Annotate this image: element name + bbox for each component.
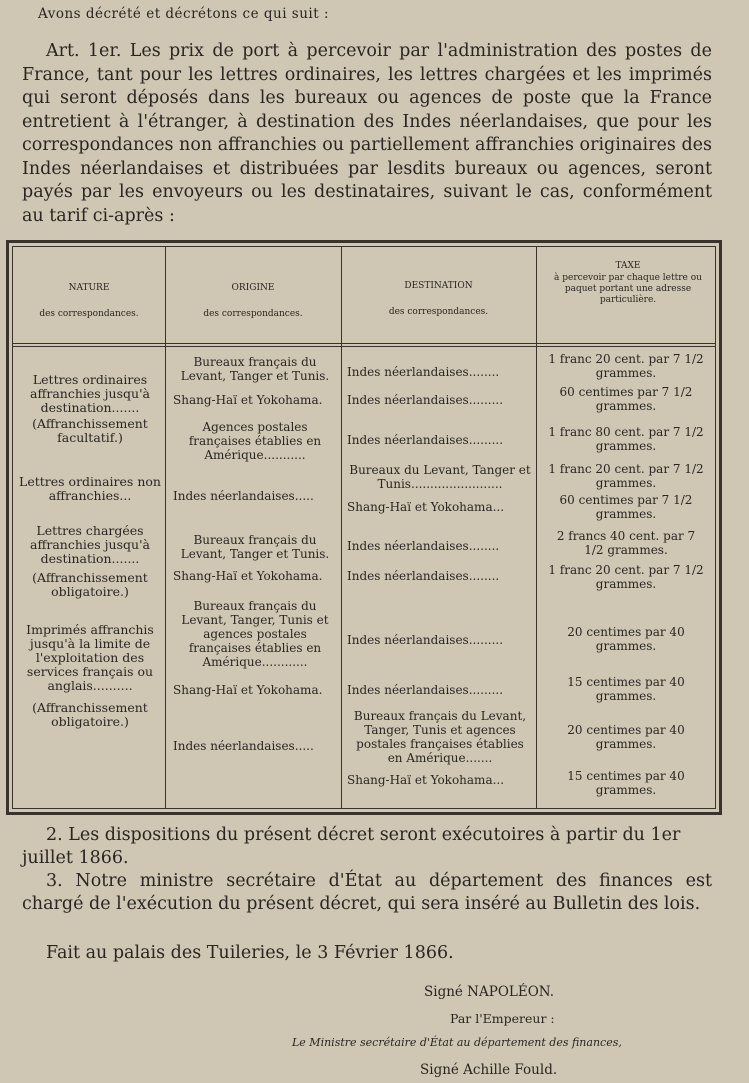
- row4-destination-4: Shang-Haï et Yokohama...: [347, 773, 505, 787]
- article-3: 3. Notre ministre secrétaire d'État au département des finances est chargé de l'exécution du présent décret, qui sera inséré au Bulletin des lois.: [22, 871, 712, 914]
- ministre-title: Le Ministre secrétaire d'État au département des finances,: [292, 1036, 622, 1049]
- row3-destination-2: Indes néerlandaises........: [347, 569, 500, 583]
- row4-nature: Imprimés affranchis jusqu'à la limite de l'exploitation des services français ou anglais..........: [26, 622, 154, 693]
- row3-origine-1: Bureaux français du Levant, Tanger et Tunis.: [180, 533, 330, 561]
- row1-origine-2: Shang-Haï et Yokohama.: [173, 393, 323, 407]
- article-1-label: Art. 1er.: [46, 41, 122, 61]
- decree-intro: Avons décrété et décrétons ce qui suit :: [38, 6, 330, 22]
- row4-origine-3: Indes néerlandaises.....: [173, 739, 314, 753]
- article-2: 2. Les dispositions du présent décret seront exécutoires à partir du 1er juillet 1866.: [22, 825, 681, 868]
- row1-nature-note: (Affranchissement facultatif.): [32, 416, 148, 445]
- row1-origine-3: Agences postales françaises établies en Amérique...........: [188, 420, 322, 462]
- row4-origine-1: Bureaux français du Levant, Tanger, Tunis et agences postales françaises établies en Amérique............: [181, 599, 329, 669]
- signature-napoleon: Signé NAPOLÉON.: [424, 984, 555, 1000]
- header-destination-title: DESTINATION: [404, 281, 473, 291]
- article-1: [22, 40, 712, 228]
- row1-destination-1: Indes néerlandaises........: [347, 365, 500, 379]
- row1-destination-3: Indes néerlandaises.........: [347, 433, 504, 447]
- row4-destination-1: Indes néerlandaises.........: [347, 633, 504, 647]
- row1-destination-2: Indes néerlandaises.........: [347, 393, 504, 407]
- row3-nature-note: (Affranchissement obligatoire.): [32, 570, 148, 599]
- row4-destination-2: Indes néerlandaises.........: [347, 683, 504, 697]
- header-destination-sub: des correspondances.: [388, 307, 489, 317]
- row4-taxe-1: 20 centimes par 40 grammes.: [567, 625, 685, 653]
- row3-destination-1: Indes néerlandaises........: [347, 539, 500, 553]
- header-origine-title: ORIGINE: [231, 283, 275, 293]
- row4-nature-note: (Affranchissement obligatoire.): [32, 700, 148, 729]
- row2-destination-2: Shang-Haï et Yokohama...: [347, 500, 505, 514]
- header-origine-sub: des correspondances.: [203, 309, 303, 319]
- row3-origine-2: Shang-Haï et Yokohama.: [173, 569, 323, 583]
- row3-taxe-1: 2 francs 40 cent. par 7 1/2 grammes.: [556, 529, 696, 557]
- row3-nature: Lettres chargées affranchies jusqu'à destination.......: [30, 523, 150, 566]
- row4-taxe-4: 15 centimes par 40 grammes.: [567, 769, 685, 797]
- fait-au-palais: Fait au palais des Tuileries, le 3 Février 1866.: [46, 943, 454, 963]
- row1-taxe-2: 60 centimes par 7 1/2 grammes.: [559, 385, 693, 413]
- row2-destination-1: Bureaux du Levant, Tanger et Tunis........................: [349, 463, 531, 491]
- row2-nature: Lettres ordinaires non affranchies...: [19, 474, 161, 503]
- row1-origine-1: Bureaux français du Levant, Tanger et Tunis.: [180, 355, 330, 383]
- tariff-table: [6, 240, 722, 815]
- row1-taxe-1: 1 franc 20 cent. par 7 1/2 grammes.: [548, 352, 704, 380]
- header-taxe-sub: à percevoir par chaque lettre ou paquet portant une adresse particulière.: [554, 273, 702, 305]
- row1-nature: Lettres ordinaires affranchies jusqu'à destination.......: [30, 372, 150, 415]
- signature-fould: Signé Achille Fould.: [420, 1062, 558, 1078]
- header-nature-title: NATURE: [68, 283, 110, 293]
- row4-destination-3: Bureaux français du Levant, Tanger, Tunis et agences postales françaises établies en Amérique.......: [353, 709, 527, 765]
- row2-origine: Indes néerlandaises.....: [173, 489, 314, 503]
- row4-taxe-2: 15 centimes par 40 grammes.: [567, 675, 685, 703]
- row2-taxe-2: 60 centimes par 7 1/2 grammes.: [559, 493, 693, 521]
- row4-taxe-3: 20 centimes par 40 grammes.: [567, 723, 685, 751]
- row2-taxe-1: 1 franc 20 cent. par 7 1/2 grammes.: [548, 462, 704, 490]
- row4-origine-2: Shang-Haï et Yokohama.: [173, 683, 323, 697]
- article-1-text: Les prix de port à percevoir par l'administration des postes de France, tant pour les lettres ordinaires, les lettres chargées et les imprimés qui seront déposés dans les bureaux ou agences de poste que la France entretient à l'étranger, à destination des Indes néerlandaises, que pour les correspondances non affranchies ou partiellement affranchies originaires des Indes néerlandaises et distribuées par lesdits bureaux ou agences, seront payés par les envoyeurs ou les destinataires, suivant le cas, conformément au tarif ci-après :: [22, 41, 712, 226]
- row3-taxe-2: 1 franc 20 cent. par 7 1/2 grammes.: [548, 563, 704, 591]
- header-nature-sub: des correspondances.: [39, 309, 139, 319]
- par-empereur: Par l'Empereur :: [450, 1011, 555, 1026]
- header-taxe-title: TAXE: [615, 261, 641, 271]
- row1-taxe-3: 1 franc 80 cent. par 7 1/2 grammes.: [548, 425, 704, 453]
